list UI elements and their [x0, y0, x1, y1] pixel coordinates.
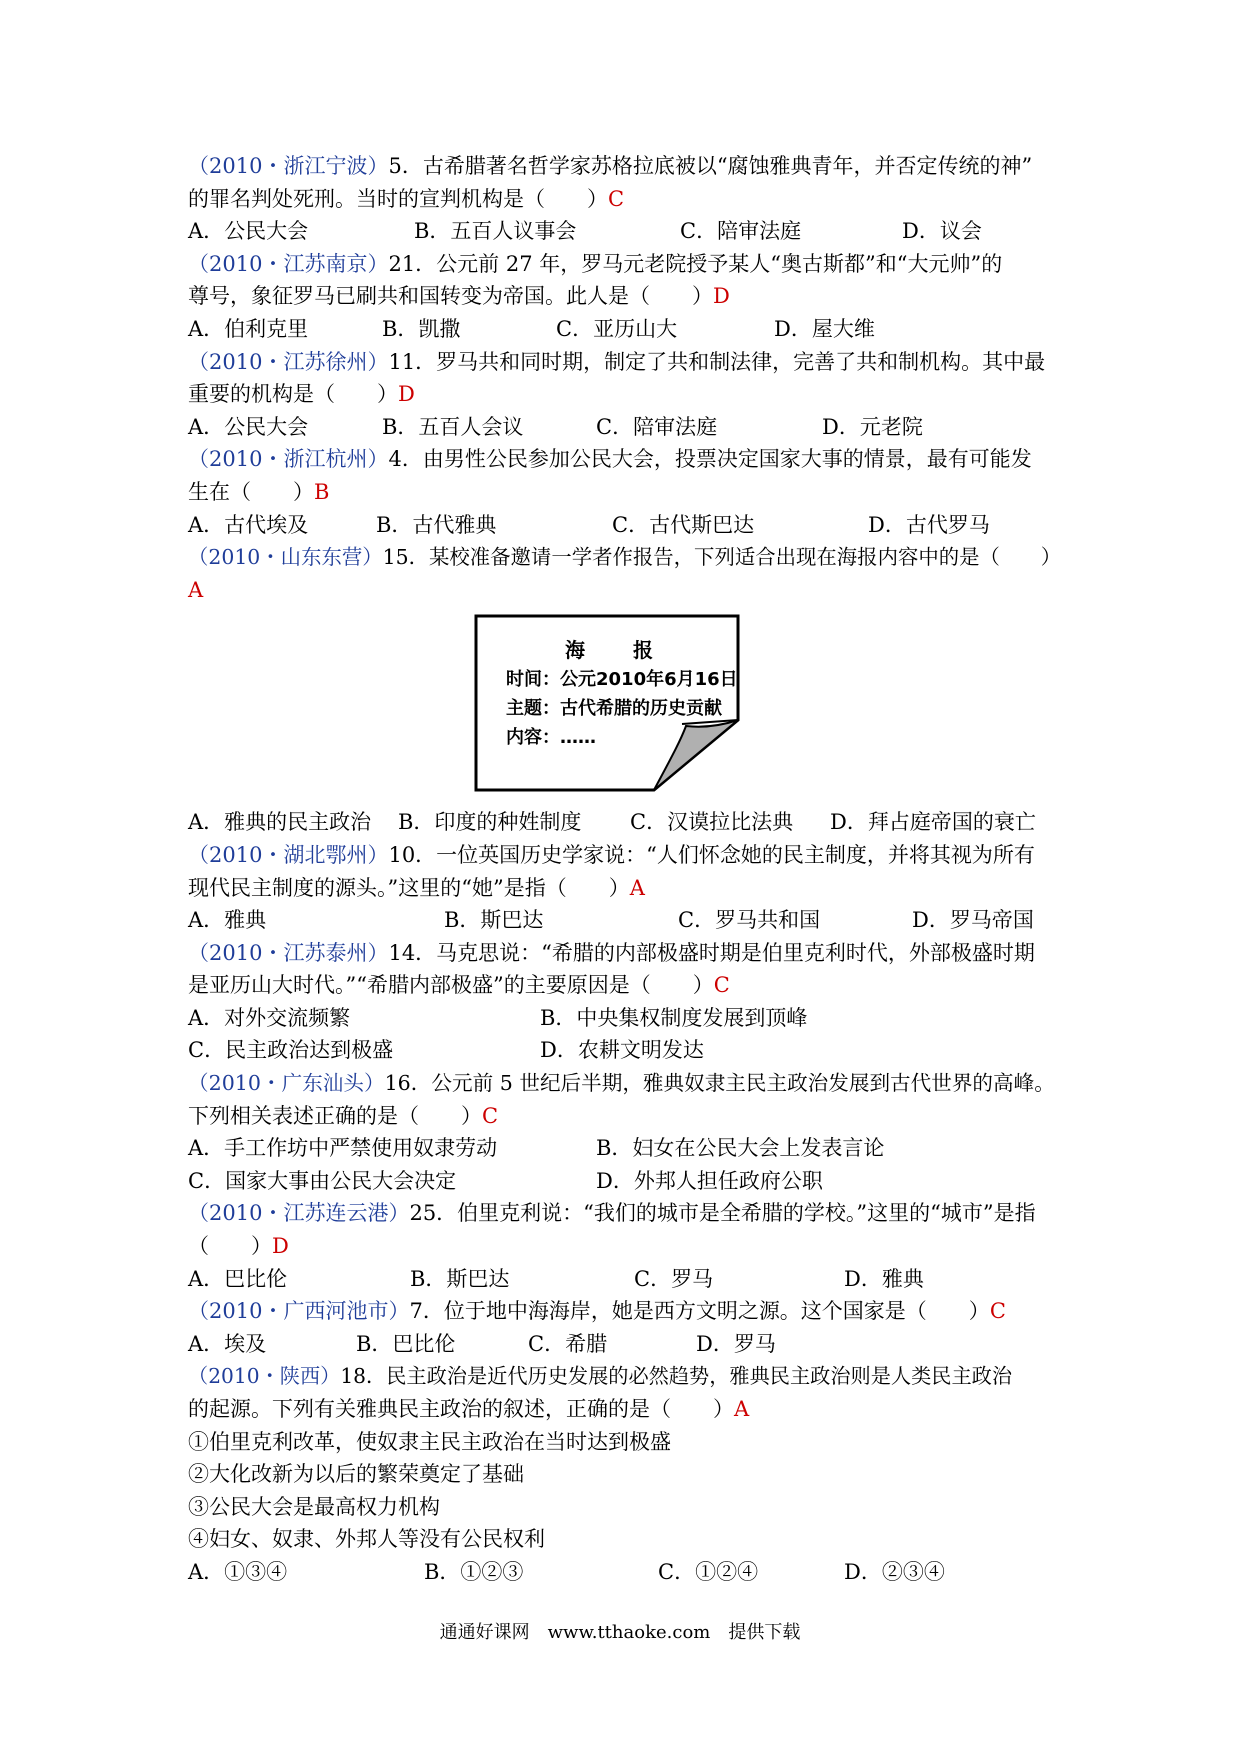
option: D．拜占庭帝国的衰亡: [830, 810, 1036, 835]
option: A．雅典: [188, 908, 267, 933]
answer-key: D: [713, 284, 730, 309]
answer-key: A: [188, 577, 204, 602]
answer-key: C: [989, 1299, 1006, 1324]
question-stem: （2010・江苏徐州）11．罗马共和同时期，制定了共和制法律，完善了共和制机构。其中最: [188, 349, 1046, 374]
option: B．妇女在公民大会上发表言论: [596, 1136, 885, 1161]
question-stem-cont: 下列相关表述正确的是（ ）C: [188, 1103, 499, 1128]
poster-time: 时间：公元2010年6月16日: [506, 669, 738, 691]
option: A．手工作坊中严禁使用奴隶劳动: [188, 1136, 498, 1161]
options-row: [188, 313, 1068, 346]
statement-item: ②大化改新为以后的繁荣奠定了基础: [188, 1462, 524, 1487]
option: C．古代斯巴达: [612, 512, 755, 537]
options-row: [188, 1034, 1068, 1067]
option: C．①②④: [658, 1559, 759, 1584]
option: A．伯利克里: [188, 316, 309, 341]
question-stem-cont: 的起源。下列有关雅典民主政治的叙述，正确的是（ ）A: [188, 1397, 750, 1421]
option: C．陪审法庭: [680, 219, 802, 244]
question-source: （2010・江苏泰州）: [188, 940, 389, 965]
option: A．古代埃及: [188, 512, 309, 537]
options-row: [188, 1165, 1068, 1198]
options-row: [188, 411, 1068, 444]
options-row: [188, 1328, 1068, 1361]
options-row: [188, 1132, 1068, 1165]
question-stem-cont: （ ）D: [188, 1234, 289, 1259]
option: A．公民大会: [188, 414, 309, 439]
question-stem-cont: 是亚历山大时代。”“希腊内部极盛”的主要原因是（ ）C: [188, 973, 730, 998]
option: A．埃及: [188, 1331, 267, 1356]
option: B．巴比伦: [356, 1331, 456, 1356]
option: D．议会: [902, 219, 982, 244]
question-stem: （2010・陕西）18．民主政治是近代历史发展的必然趋势，雅典民主政治则是人类民主政治: [188, 1364, 1013, 1389]
option: B．印度的种姓制度: [398, 810, 582, 835]
question-source: （2010・江苏南京）: [188, 251, 389, 276]
statement-item: ③公民大会是最高权力机构: [188, 1494, 440, 1519]
question-source: （2010・江苏徐州）: [188, 349, 389, 374]
question-stem-cont: 的罪名判处死刑。当时的宣判机构是（ ）C: [188, 186, 625, 211]
question-source: （2010・浙江宁波）: [188, 154, 389, 178]
option: B．斯巴达: [444, 908, 544, 933]
question-list: [188, 150, 1068, 1589]
question-stem-cont: 重要的机构是（ ）D: [188, 382, 415, 407]
statement-item: ①伯里克利改革，使奴隶主民主政治在当时达到极盛: [188, 1429, 671, 1454]
question-stem: （2010・浙江宁波）5．古希腊著名哲学家苏格拉底被以“腐蚀雅典青年，并否定传统的神”: [188, 154, 1033, 178]
option: A．对外交流频繁: [188, 1005, 351, 1030]
question-stem-cont: [188, 574, 1068, 607]
question-stem-cont: 尊号，象征罗马已刷共和国转变为帝国。此人是（ ）D: [188, 284, 730, 309]
question-source: （2010・浙江杭州）: [188, 447, 389, 472]
option: B．古代雅典: [376, 512, 497, 537]
option: C．汉谟拉比法典: [630, 810, 794, 835]
statement-item: ④妇女、奴隶、外邦人等没有公民权利: [188, 1527, 545, 1552]
options-row: [188, 1263, 1068, 1296]
option: A．公民大会: [188, 219, 309, 244]
question-stem-cont: 现代民主制度的源头。”这里的“她”是指（ ）A: [188, 875, 645, 900]
poster-text: [506, 636, 738, 752]
question-source: （2010・广东汕头）: [188, 1071, 385, 1096]
question-stem-cont: 生在（ ）B: [188, 479, 330, 504]
option: D．雅典: [844, 1266, 924, 1291]
option: D．外邦人担任政府公职: [596, 1168, 823, 1193]
answer-key: C: [482, 1103, 499, 1128]
options-row: [188, 509, 1068, 542]
option: B．①②③: [424, 1559, 524, 1584]
option: C．亚历山大: [556, 316, 678, 341]
option: D．屋大维: [774, 316, 875, 341]
options-row: [188, 215, 1068, 248]
question-stem: （2010・湖北鄂州）10．一位英国历史学家说：“人们怀念她的民主制度，并将其视为所有: [188, 842, 1035, 867]
question-stem: （2010・江苏泰州）14．马克思说：“希腊的内部极盛时期是伯里克利时代，外部极盛时期: [188, 940, 1035, 965]
question-source: （2010・江苏连云港）: [188, 1201, 410, 1226]
option: C．民主政治达到极盛: [188, 1038, 394, 1063]
option: A．①③④: [188, 1559, 288, 1584]
question-source: （2010・湖北鄂州）: [188, 842, 389, 867]
answer-key: B: [314, 479, 330, 504]
option: A．巴比伦: [188, 1266, 288, 1291]
option: C．国家大事由公民大会决定: [188, 1168, 457, 1193]
question-source: （2010・山东东营）: [188, 545, 383, 570]
option: D．②③④: [844, 1559, 945, 1584]
question-stem: （2010・江苏连云港）25．伯里克利说：“我们的城市是全希腊的学校。”这里的“城市”是指: [188, 1201, 1036, 1226]
answer-key: C: [713, 973, 730, 998]
option: C．罗马: [634, 1266, 714, 1291]
option: C．罗马共和国: [678, 908, 821, 933]
option: D．罗马帝国: [912, 908, 1034, 933]
option: D．元老院: [822, 414, 923, 439]
answer-key: C: [608, 186, 625, 211]
options-row: [188, 904, 1068, 937]
option: C．陪审法庭: [596, 414, 718, 439]
question-source: （2010・广西河池市）: [188, 1299, 410, 1324]
question-stem: （2010・江苏南京）21．公元前 27 年，罗马元老院授予某人“奥古斯都”和“大元帅”的: [188, 251, 1003, 276]
options-row: [188, 1556, 1068, 1589]
answer-key: A: [629, 875, 645, 900]
poster-figure: [188, 606, 1068, 806]
option: D．农耕文明发达: [540, 1038, 704, 1063]
poster-topic: 主题：古代希腊的历史贡献: [506, 698, 722, 720]
answer-key: D: [398, 382, 415, 407]
answer-key: D: [272, 1234, 289, 1259]
poster-title: 海 报: [565, 638, 667, 663]
option: B．斯巴达: [410, 1266, 510, 1291]
option: B．凯撒: [382, 316, 461, 341]
answer-key: A: [734, 1397, 750, 1421]
option: C．希腊: [528, 1331, 608, 1356]
option: B．五百人会议: [382, 414, 524, 439]
question-stem: （2010・浙江杭州）4．由男性公民参加公民大会，投票决定国家大事的情景，最有可能发: [188, 447, 1032, 472]
option: A．雅典的民主政治: [188, 810, 372, 835]
poster-content: 内容：……: [506, 727, 596, 749]
question-stem: （2010・广西河池市）7．位于地中海海岸，她是西方文明之源。这个国家是（ ）C: [188, 1299, 1006, 1324]
option: B．中央集权制度发展到顶峰: [540, 1005, 808, 1030]
options-row: [188, 806, 1068, 839]
question-stem: （2010・广东汕头）16．公元前 5 世纪后半期，雅典奴隶主民主政治发展到古代世界的高峰。: [188, 1071, 1055, 1096]
question-source: （2010・陕西）: [188, 1364, 341, 1389]
option: D．罗马: [696, 1331, 776, 1356]
option: D．古代罗马: [868, 512, 990, 537]
page-footer: 通通好课网 www.tthaoke.com 提供下载: [439, 1622, 801, 1643]
option: B．五百人议事会: [414, 219, 577, 244]
question-stem: （2010・山东东营）15．某校准备邀请一学者作报告，下列适合出现在海报内容中的是（ ）: [188, 545, 1062, 570]
options-row: [188, 1002, 1068, 1035]
